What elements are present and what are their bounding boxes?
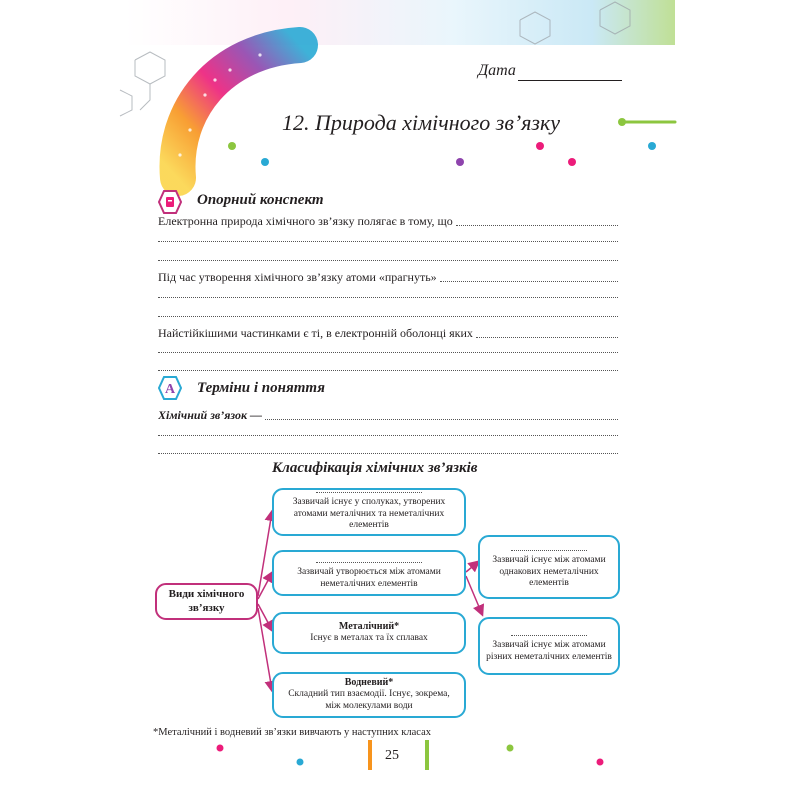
bond-node-name: Металічний* bbox=[338, 620, 400, 632]
page-title: 12. Природа хімічного зв’язку bbox=[282, 110, 561, 135]
summary-line-2-text: Під час утворення хімічного зв’язку атоми «прагнуть» bbox=[158, 270, 437, 284]
section-heading-terms: Терміни і поняття bbox=[197, 380, 325, 396]
summary-line-1-text: Електронна природа хімічного зв’язку полягає в тому, що bbox=[158, 214, 453, 228]
term-label: Хімічний зв’язок — bbox=[158, 408, 263, 422]
bond-node-text: Зазвичай існує у сполуках, утворених атомами металічних та неметалічних елементів bbox=[292, 496, 446, 531]
footnote: *Металічний і водневий зв’язки вивчають у наступних класах bbox=[153, 727, 431, 738]
section-heading-summary: Опорний конспект bbox=[197, 192, 324, 208]
blank-field[interactable] bbox=[316, 492, 423, 493]
bond-node-metallic bbox=[272, 612, 466, 654]
bond-subnode-text: Зазвичай існує між атомами однакових неметалічних елементів bbox=[492, 554, 606, 589]
blank-field[interactable] bbox=[511, 629, 587, 636]
bond-node-covalent bbox=[272, 550, 466, 596]
bond-node-text: Існує в металах та їх сплавах bbox=[310, 633, 428, 644]
bond-node-ionic bbox=[272, 488, 466, 536]
diagram-title: Класифікація хімічних зв’язків bbox=[272, 460, 478, 476]
bond-subnode-polar bbox=[478, 617, 620, 675]
root-node-bond-types bbox=[155, 583, 258, 620]
date-label: Дата bbox=[478, 62, 516, 79]
bond-node-text: Зазвичай утворюється між атомами неметалічних елементів bbox=[297, 566, 441, 589]
root-node-label: Види хімічного зв’язку bbox=[168, 587, 245, 614]
bond-node-hydrogen bbox=[272, 672, 466, 718]
page-number: 25 bbox=[385, 748, 399, 763]
blank-field[interactable] bbox=[316, 556, 423, 563]
summary-line-3-text: Найстійкішими частинками є ті, в електронній оболонці яких bbox=[158, 326, 473, 340]
bond-node-text: Складний тип взаємодії. Існує, зокрема, між молекулами води bbox=[288, 689, 450, 712]
terms-icon-letter: А bbox=[164, 382, 176, 397]
footer-decoration-lines bbox=[0, 740, 800, 770]
bond-subnode-nonpolar bbox=[478, 535, 620, 599]
bond-node-name: Водневий* bbox=[344, 676, 394, 688]
blank-field[interactable] bbox=[511, 544, 587, 551]
bond-subnode-text: Зазвичай існує між атомами різних неметалічних елементів bbox=[486, 639, 612, 662]
